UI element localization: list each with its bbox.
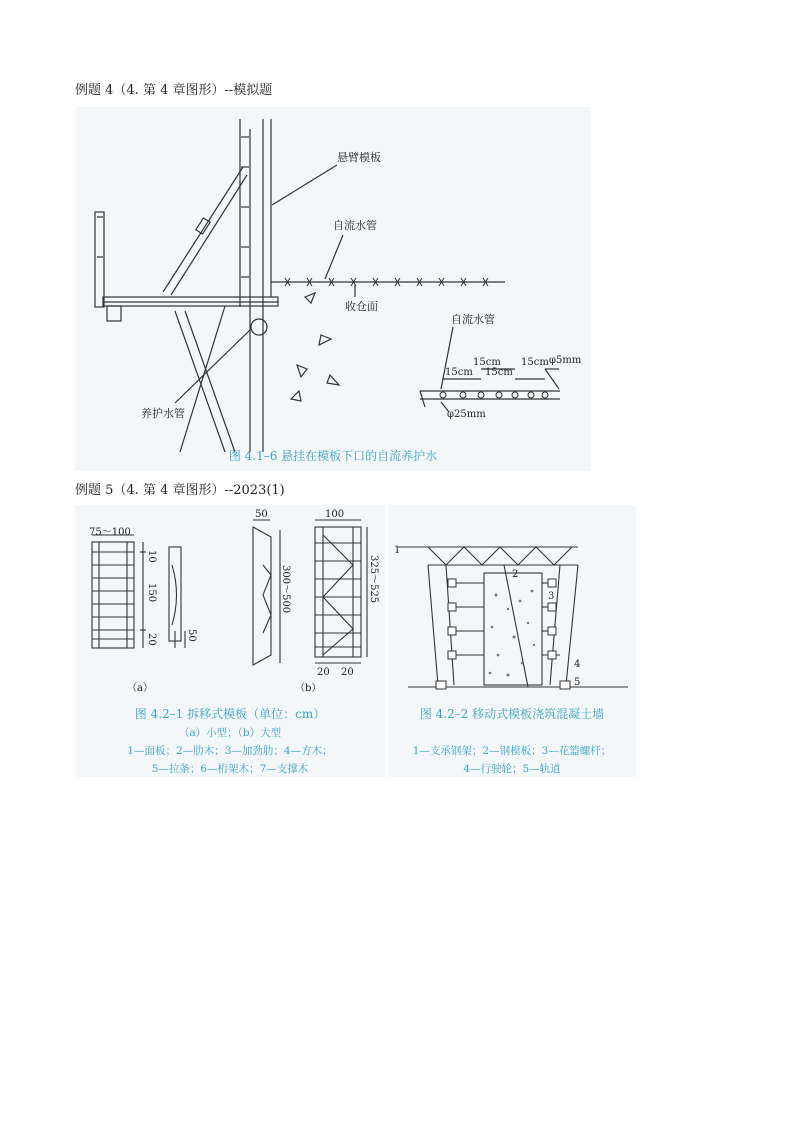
figure-4-2-2-legend-1: 1—支承钢架；2—钢模板；3—花篮螺杆； (412, 745, 612, 757)
figure-4-2-2-legend-2: 4—行驶轮；5—轨道 (463, 763, 561, 775)
figure-4-1-6-caption: 图 4.1–6 悬挂在模板下口的自流养护水 (228, 449, 438, 463)
figure-4-1-6 (75, 107, 591, 471)
removable-formwork-diagram (75, 505, 385, 777)
movable-formwork-diagram (388, 505, 636, 777)
example5-heading: 例题 5（4. 第 4 章图形）--2023(1) (75, 483, 285, 498)
svg-text:5: 5 (574, 677, 581, 688)
label-b: （b） (295, 683, 322, 694)
example4-heading: 例题 4（4. 第 4 章图形）--模拟题 (75, 83, 273, 98)
label-a: （a） (127, 683, 153, 694)
dim-b-20-right: 20 (341, 667, 354, 678)
dim-b-20-left: 20 (317, 667, 330, 678)
figure-4-2-1-subcaption: （a）小型；（b）大型 (178, 727, 282, 739)
dim-b-325: 325～525 (368, 555, 379, 604)
dim-a-20: 20 (146, 633, 157, 646)
dim-b-100: 100 (325, 509, 345, 520)
figure-4-2-1-legend-2: 5—拉条；6—桁架木；7—支撑木 (151, 763, 309, 775)
dim-a-150: 150 (146, 583, 157, 603)
svg-text:2: 2 (512, 569, 519, 580)
figure-4-2-2-caption: 图 4.2–2 移动式模板浇筑混凝土墙 (419, 707, 605, 721)
figure-4-2-1-legend-1: 1—面板；2—肋木；3—加劲肋；4—方木； (127, 745, 333, 757)
figure-4-2-1 (75, 505, 385, 777)
dim-spacing-d: 15cm (521, 357, 549, 368)
dim-a-50: 50 (186, 629, 197, 642)
figure-4-2-2 (388, 505, 636, 777)
dim-a-width: 75～100 (89, 527, 131, 538)
figure-4-2-1-caption: 图 4.2–1 拆移式模板（单位：cm） (134, 707, 326, 721)
label-flow-pipe: 自流水管 (333, 219, 377, 232)
dim-spacing-b: 15cm (445, 367, 473, 378)
dim-spacing-c: 15cm (485, 367, 513, 378)
label-cantilever-formwork: 悬臂模板 (337, 151, 381, 164)
label-curing-pipe: 养护水管 (141, 407, 185, 420)
svg-text:1: 1 (394, 545, 401, 556)
svg-text:4: 4 (574, 659, 581, 670)
dim-hole-diameter: φ5mm (549, 355, 582, 366)
dim-a-10: 10 (146, 550, 157, 563)
label-joint-surface: 收仓面 (345, 300, 378, 313)
dim-b-300: 300～500 (280, 565, 291, 614)
svg-text:3: 3 (548, 591, 555, 602)
label-flow-pipe-detail: 自流水管 (451, 313, 495, 326)
dim-b-50: 50 (255, 509, 268, 520)
dim-pipe-diameter: φ25mm (447, 409, 486, 420)
curing-pipe-diagram (75, 107, 591, 471)
dim-spacing-a: 15cm (473, 357, 501, 368)
